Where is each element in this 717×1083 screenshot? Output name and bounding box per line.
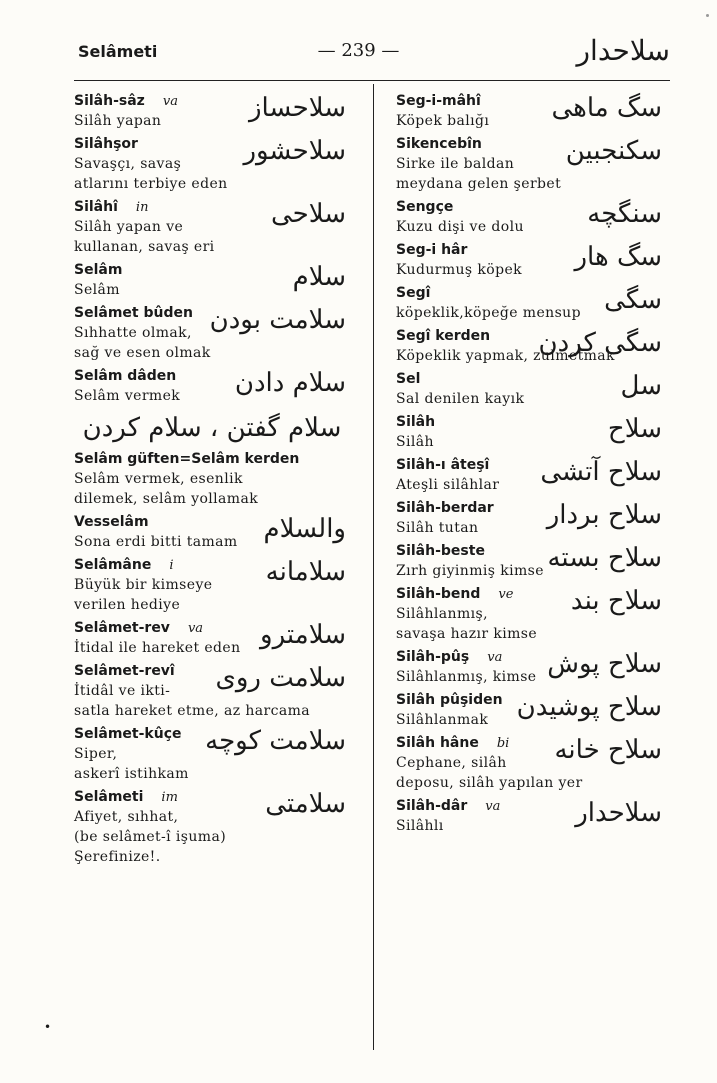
dictionary-entry bbox=[396, 198, 666, 237]
arabic-script: سلاح بردار bbox=[546, 500, 662, 530]
definition-line: Silâh yapan bbox=[74, 113, 162, 129]
definition-line: kullanan, savaş eri bbox=[74, 239, 215, 255]
definition-line: verilen hediye bbox=[74, 597, 181, 613]
headword-text: Silâh bbox=[396, 414, 436, 430]
arabic-running-head: سلاحدار bbox=[576, 34, 670, 67]
dictionary-entry bbox=[396, 135, 666, 194]
left-column bbox=[74, 92, 350, 871]
headword-text: Silâh-dâr bbox=[396, 798, 468, 814]
dictionary-entry bbox=[396, 241, 666, 280]
dictionary-entry bbox=[396, 370, 666, 409]
dictionary-entry bbox=[396, 585, 666, 644]
definition-line: satla hareket etme, az harcama bbox=[74, 703, 311, 719]
arabic-script: سلامت كوچه bbox=[205, 726, 346, 756]
definition-line: köpeklik,köpeğe mensup bbox=[396, 305, 581, 321]
definition-line: Sirke ile baldan bbox=[396, 156, 515, 172]
arabic-script: سلاح پوش bbox=[547, 649, 662, 679]
headword-text: Silâh pûşiden bbox=[396, 692, 503, 708]
dictionary-entry bbox=[74, 619, 350, 658]
definition-line: meydana gelen şerbet bbox=[396, 176, 562, 192]
dictionary-entry bbox=[396, 327, 666, 366]
arabic-script: سلاح پوشيدن bbox=[516, 692, 662, 722]
dictionary-entry bbox=[74, 261, 350, 300]
part-of-speech: bi bbox=[496, 736, 510, 751]
headword-text: Silâh-pûş bbox=[396, 649, 470, 665]
dictionary-entry bbox=[396, 542, 666, 581]
dictionary-entry bbox=[74, 304, 350, 363]
definition-line: Silâh yapan ve bbox=[74, 219, 184, 235]
headword-text: Selâmet bûden bbox=[74, 305, 193, 321]
definition-line: atlarını terbiye eden bbox=[74, 176, 228, 192]
headword-text: Silâhî bbox=[74, 199, 118, 215]
definition-line: Siper, bbox=[74, 746, 118, 762]
definition-line: Cephane, silâh bbox=[396, 755, 507, 771]
headword-text: Silâhşor bbox=[74, 136, 138, 152]
headword-text: Silâh-ı âteşî bbox=[396, 457, 490, 473]
part-of-speech: in bbox=[135, 200, 149, 215]
arabic-script: سگى bbox=[604, 285, 662, 315]
right-column bbox=[396, 92, 666, 840]
dictionary-entry bbox=[74, 513, 350, 552]
headword-text: Segî kerden bbox=[396, 328, 491, 344]
headword-text: Silâh-bend bbox=[396, 586, 481, 602]
dictionary-entry bbox=[396, 691, 666, 730]
arabic-script: سنگچه bbox=[587, 199, 662, 229]
definition-line: Sona erdi bitti tamam bbox=[74, 534, 238, 550]
definition-line: savaşa hazır kimse bbox=[396, 626, 538, 642]
headword-text: Segî bbox=[396, 285, 431, 301]
dictionary-entry bbox=[74, 556, 350, 615]
headword-text: Selâmet-kûçe bbox=[74, 726, 182, 742]
arabic-script: سلاح بسته bbox=[547, 543, 662, 573]
part-of-speech: va bbox=[487, 650, 503, 665]
arabic-script: سكنجبين bbox=[565, 136, 662, 166]
arabic-script: والسلام bbox=[263, 514, 346, 544]
headword-text: Seg-i-mâhî bbox=[396, 93, 481, 109]
definition-line: Savaşçı, savaş bbox=[74, 156, 182, 172]
arabic-script: سلامترو bbox=[260, 620, 346, 650]
definition-line: Ateşli silâhlar bbox=[396, 477, 500, 493]
arabic-script: سگ هار bbox=[574, 242, 662, 272]
headword-text: Seg-i hâr bbox=[396, 242, 468, 258]
arabic-script: سلام bbox=[292, 262, 346, 292]
arabic-script: سلاح آتشى bbox=[540, 457, 662, 487]
arabic-script: سلاحشور bbox=[243, 136, 346, 166]
arabic-script: سلاحى bbox=[270, 199, 346, 229]
headword-text: Vesselâm bbox=[74, 514, 149, 530]
part-of-speech: va bbox=[485, 799, 501, 814]
headword-text: Sikencebîn bbox=[396, 136, 482, 152]
arabic-script: سلاحساز bbox=[248, 93, 346, 123]
definition-line: Silâh bbox=[396, 434, 434, 450]
dictionary-entry bbox=[74, 662, 350, 721]
arabic-script: سل bbox=[620, 371, 662, 401]
dictionary-entry bbox=[396, 648, 666, 687]
dictionary-entry bbox=[74, 367, 350, 406]
dictionary-entry bbox=[74, 198, 350, 257]
headword-text: Selâmeti bbox=[74, 789, 144, 805]
arabic-script: سگى كردن bbox=[538, 328, 662, 358]
entry-headword bbox=[74, 450, 350, 469]
arabic-script: سگ ماهى bbox=[551, 93, 662, 123]
definition-line: Büyük bir kimseye bbox=[74, 577, 213, 593]
headword-text: Selâmâne bbox=[74, 557, 152, 573]
definition-line: Şerefinize!. bbox=[74, 849, 161, 865]
definition-line: Köpek balığı bbox=[396, 113, 490, 129]
dictionary-entry bbox=[396, 797, 666, 836]
definition-line: Kudurmuş köpek bbox=[396, 262, 523, 278]
page-speck bbox=[706, 14, 709, 17]
running-head: Selâmeti bbox=[78, 42, 158, 61]
dictionary-entry bbox=[74, 788, 350, 867]
arabic-script: سلامت بودن bbox=[209, 305, 346, 335]
dictionary-entry bbox=[74, 135, 350, 194]
arabic-script: سلاح bbox=[607, 414, 662, 444]
headword-text: Silâh hâne bbox=[396, 735, 479, 751]
definition-line: Silâh tutan bbox=[396, 520, 479, 536]
definition-line: Silâhlı bbox=[396, 818, 444, 834]
dictionary-entry bbox=[396, 413, 666, 452]
definition-line: Silâhlanmış, kimse bbox=[396, 669, 537, 685]
dictionary-entry bbox=[74, 450, 350, 509]
dictionary-entry bbox=[396, 92, 666, 131]
dictionary-entry bbox=[396, 734, 666, 793]
headword-text: Selâmet-revî bbox=[74, 663, 175, 679]
definition-line: deposu, silâh yapılan yer bbox=[396, 775, 583, 791]
headword-text: Silâh-beste bbox=[396, 543, 485, 559]
definition-line: İtidâl ve ikti- bbox=[74, 683, 171, 699]
part-of-speech: im bbox=[161, 790, 178, 805]
arabic-script: سلامت روى bbox=[215, 663, 346, 693]
headword-text: Silâh-berdar bbox=[396, 500, 494, 516]
dictionary-entry bbox=[74, 725, 350, 784]
arabic-script: سلاح بند bbox=[570, 586, 662, 616]
definition-line: askerî istihkam bbox=[74, 766, 189, 782]
dictionary-entry bbox=[396, 456, 666, 495]
definition-line: Köpeklik yapmak, zulmetmak bbox=[396, 348, 615, 364]
arabic-script: سلاحدار bbox=[575, 798, 662, 828]
definition-line: (be selâmet-î işuma) bbox=[74, 829, 227, 845]
definition-line: Selâm vermek bbox=[74, 388, 181, 404]
arabic-script: سلام دادن bbox=[234, 368, 346, 398]
arabic-script: سلاح خانه bbox=[554, 735, 662, 765]
headword-text: Selâmet-rev bbox=[74, 620, 170, 636]
definition-line: Sıhhatte olmak, bbox=[74, 325, 192, 341]
definition-line: İtidal ile hareket eden bbox=[74, 640, 241, 656]
page-header bbox=[0, 0, 717, 90]
definition-line: Silâhlanmış, bbox=[396, 606, 488, 622]
margin-bullet: • bbox=[44, 1020, 52, 1034]
arabic-phrase: سلام گفتن ، سلام كردن bbox=[82, 413, 342, 443]
definition-line: dilemek, selâm yollamak bbox=[74, 491, 259, 507]
column-divider bbox=[373, 84, 374, 1050]
definition-line: Selâm vermek, esenlik bbox=[74, 471, 243, 487]
part-of-speech: i bbox=[169, 558, 174, 573]
arabic-script: سلامانه bbox=[265, 557, 346, 587]
page-number: — 239 — bbox=[317, 40, 400, 61]
definition-line: Selâm bbox=[74, 282, 120, 298]
part-of-speech: va bbox=[162, 94, 178, 109]
dictionary-entry bbox=[396, 284, 666, 323]
definition-line: Afiyet, sıhhat, bbox=[74, 809, 179, 825]
headword-text: Silâh-sâz bbox=[74, 93, 145, 109]
definition-line: Silâhlanmak bbox=[396, 712, 489, 728]
definition-line: sağ ve esen olmak bbox=[74, 345, 211, 361]
part-of-speech: ve bbox=[498, 587, 514, 602]
headword-text: Sengçe bbox=[396, 199, 454, 215]
arabic-script: سلامتى bbox=[265, 789, 346, 819]
headword-text: Selâm dâden bbox=[74, 368, 177, 384]
definition-line: Sal denilen kayık bbox=[396, 391, 525, 407]
definition-line: Zırh giyinmiş kimse bbox=[396, 563, 544, 579]
headword-text: Sel bbox=[396, 371, 421, 387]
dictionary-entry bbox=[396, 499, 666, 538]
dictionary-entry bbox=[74, 92, 350, 131]
header-rule bbox=[74, 80, 670, 81]
part-of-speech: va bbox=[187, 621, 204, 636]
definition-line: Kuzu dişi ve dolu bbox=[396, 219, 524, 235]
headword-text: Selâm güften=Selâm kerden bbox=[74, 451, 300, 467]
headword-text: Selâm bbox=[74, 262, 123, 278]
